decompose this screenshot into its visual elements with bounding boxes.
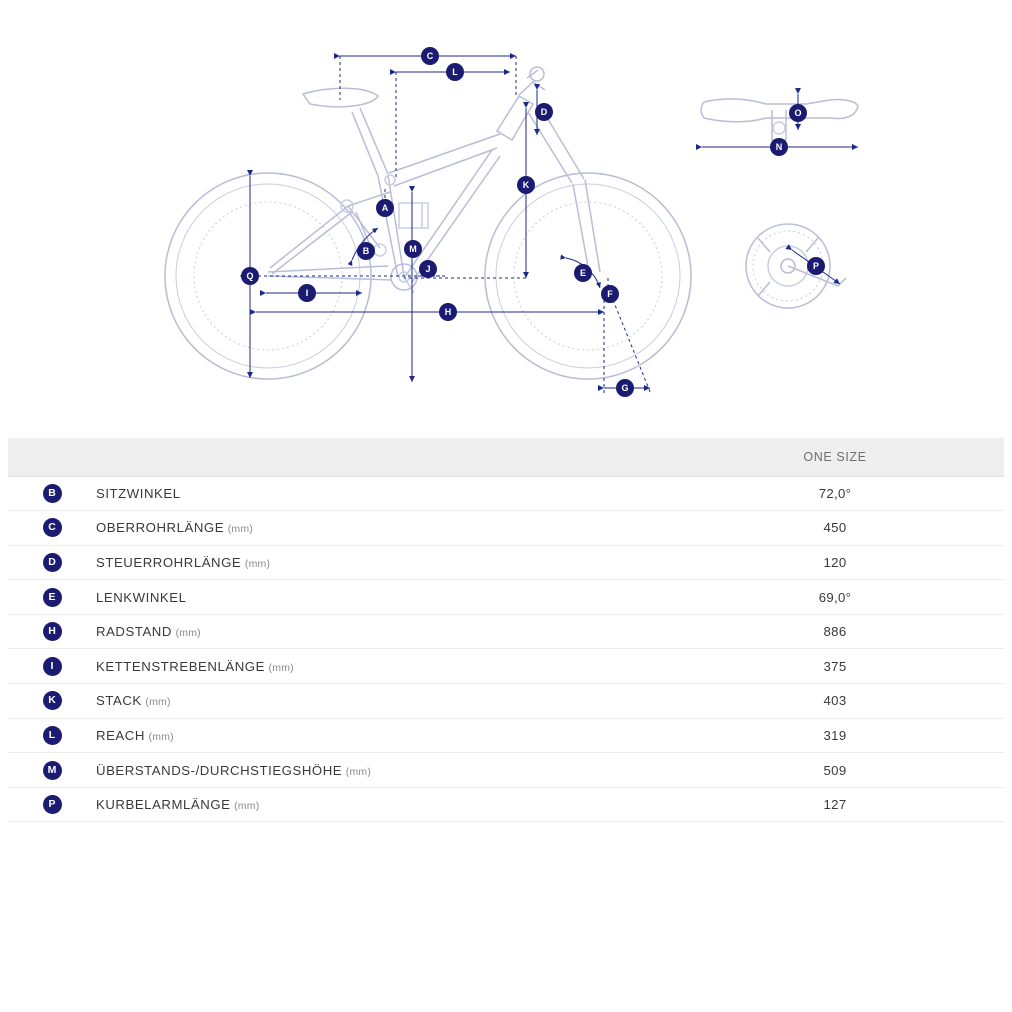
row-value: 403 [823, 693, 847, 709]
table-row [8, 511, 1004, 546]
row-value: 69,0° [818, 589, 852, 605]
table-row [8, 476, 1004, 511]
row-badge: E [43, 588, 62, 607]
row-unit: (mm) [148, 730, 174, 743]
handlebar-top-view [701, 99, 858, 140]
svg-text:J: J [425, 264, 431, 274]
row-unit: (mm) [227, 523, 253, 536]
svg-text:C: C [426, 51, 434, 61]
svg-text:E: E [579, 268, 587, 278]
header-label-cell [96, 438, 666, 476]
callout-E [574, 264, 592, 282]
svg-text:L: L [452, 67, 458, 77]
row-value: 886 [823, 624, 847, 640]
callout-F [601, 285, 619, 303]
row-unit: (mm) [145, 696, 171, 709]
callout-G [616, 379, 634, 397]
row-badge: P [43, 795, 62, 814]
row-label: STACK [96, 693, 142, 709]
svg-text:O: O [794, 108, 802, 118]
crankset-view [746, 224, 846, 308]
callout-O [789, 104, 807, 122]
table-row [8, 649, 1004, 684]
table-row [8, 614, 1004, 649]
row-label: REACH [96, 727, 145, 743]
row-label: RADSTAND [96, 624, 172, 640]
row-label: KETTENSTREBENLÄNGE [96, 658, 265, 674]
spec-table-header-row [8, 438, 1004, 476]
row-value: 375 [823, 658, 847, 674]
row-value: 319 [823, 727, 847, 743]
callout-H [439, 303, 457, 321]
callout-C [421, 47, 439, 65]
svg-text:I: I [305, 288, 309, 298]
spec-table-body [8, 438, 1004, 822]
svg-text:K: K [522, 180, 530, 190]
row-unit: (mm) [244, 557, 271, 570]
table-row [8, 787, 1004, 822]
row-badge: I [43, 657, 62, 676]
row-badge: L [43, 726, 62, 745]
row-unit: (mm) [268, 661, 294, 674]
callout-J [419, 260, 437, 278]
row-label: KURBELARMLÄNGE [96, 797, 231, 813]
svg-text:A: A [381, 203, 389, 213]
callout-Q [241, 267, 259, 285]
svg-text:N: N [775, 142, 783, 152]
callout-K [517, 176, 535, 194]
svg-text:M: M [409, 244, 417, 254]
svg-text:F: F [607, 289, 613, 299]
bike-side-view-outline [165, 67, 691, 379]
row-value: 509 [823, 762, 847, 778]
callout-A [376, 199, 394, 217]
svg-text:G: G [621, 383, 629, 393]
size-column-header: ONE SIZE [803, 450, 867, 465]
header-size-cell [666, 438, 1004, 476]
svg-text:Q: Q [246, 271, 254, 281]
callout-I [298, 284, 316, 302]
row-value: 127 [823, 797, 847, 813]
geometry-spec-table [8, 438, 1004, 822]
row-label: STEUERROHRLÄNGE [96, 554, 242, 570]
bike-geometry-figure [0, 0, 1012, 430]
row-badge: D [43, 553, 62, 572]
table-row [8, 684, 1004, 719]
table-row [8, 580, 1004, 615]
callout-P [807, 257, 825, 275]
row-unit: (mm) [345, 765, 372, 778]
table-row [8, 718, 1004, 753]
callout-N [770, 138, 788, 156]
table-row [8, 753, 1004, 788]
callout-D [535, 103, 553, 121]
row-badge: C [43, 518, 62, 537]
row-badge: B [43, 484, 62, 503]
svg-text:H: H [444, 307, 452, 317]
row-label: OBERROHRLÄNGE [96, 520, 225, 536]
row-unit: (mm) [175, 627, 201, 640]
callout-B [357, 242, 375, 260]
svg-text:P: P [812, 261, 820, 271]
callout-L [446, 63, 464, 81]
table-row [8, 545, 1004, 580]
svg-text:B: B [362, 246, 370, 256]
row-badge: H [43, 622, 62, 641]
dimension-lines [240, 56, 651, 394]
row-value: 450 [823, 520, 847, 536]
row-badge: K [43, 691, 62, 710]
svg-text:D: D [540, 107, 548, 117]
header-badge-cell [8, 438, 96, 476]
row-value: 120 [823, 554, 847, 570]
row-label: SITZWINKEL [96, 485, 181, 501]
row-label: LENKWINKEL [96, 589, 187, 605]
row-badge: M [43, 761, 62, 780]
row-value: 72,0° [818, 485, 852, 501]
row-label: ÜBERSTANDS-/DURCHSTIEGSHÖHE [96, 762, 343, 778]
row-unit: (mm) [234, 800, 260, 813]
callout-M [404, 240, 422, 258]
